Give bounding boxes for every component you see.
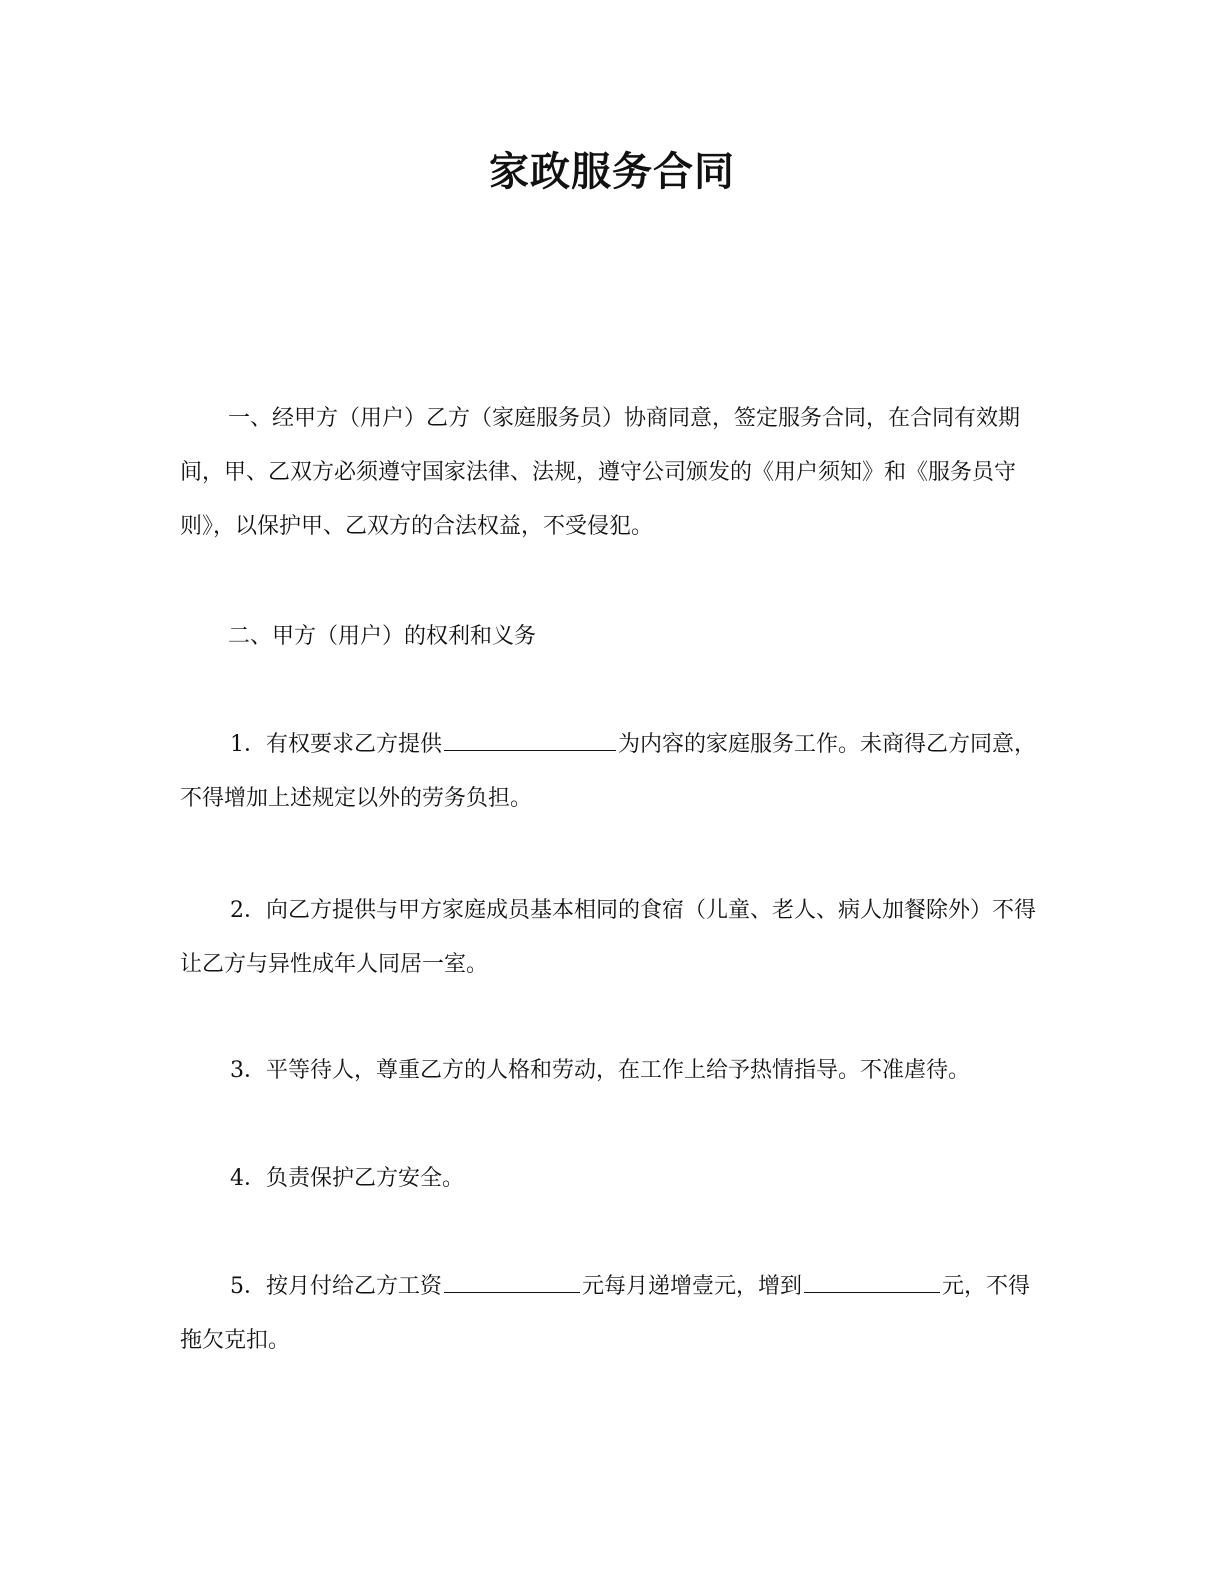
document-title: 家政服务合同 [489,149,735,195]
item-3-paragraph [180,1044,1040,1098]
fill-in-blank-max-salary[interactable] [804,1270,940,1293]
section-1-paragraph [180,392,1040,554]
item-5-text-c: 元，不得拖欠克扣。 [180,1274,1031,1353]
item-1-paragraph [180,718,1040,826]
section-2-heading [180,610,1040,664]
item-5-paragraph [180,1260,1040,1368]
item-2-paragraph [180,884,1040,992]
fill-in-blank-service-content[interactable] [444,728,616,751]
section-1-text: 一、经甲方（用户）乙方（家庭服务员）协商同意，签定服务合同，在合同有效期间，甲、乙双方必须遵守国家法律、法规，遵守公司颁发的《用户须知》和《服务员守则》，以保护甲、乙双方的合法权益，不受侵犯。 [180,406,1021,539]
section-2-heading-text: 二、甲方（用户）的权利和义务 [228,624,537,649]
item-1-text-after: 为内容的家庭服务工作。未商得乙方同意，不得增加上述规定以外的劳务负担。 [180,732,1037,811]
item-2-text: 2．向乙方提供与甲方家庭成员基本相同的食宿（儿童、老人、病人加餐除外）不得让乙方与异性成年人同居一室。 [180,898,1036,977]
fill-in-blank-salary[interactable] [444,1270,580,1293]
item-4-paragraph [180,1152,1040,1206]
item-3-text: 3．平等待人，尊重乙方的人格和劳动，在工作上给予热情指导。不准虐待。 [230,1058,970,1083]
item-5-text-b: 元每月递增壹元，增到 [582,1274,803,1299]
item-5-text-a: 5．按月付给乙方工资 [230,1274,442,1299]
item-1-text-before: 1．有权要求乙方提供 [230,732,442,757]
item-4-text: 4．负责保护乙方安全。 [230,1166,464,1191]
